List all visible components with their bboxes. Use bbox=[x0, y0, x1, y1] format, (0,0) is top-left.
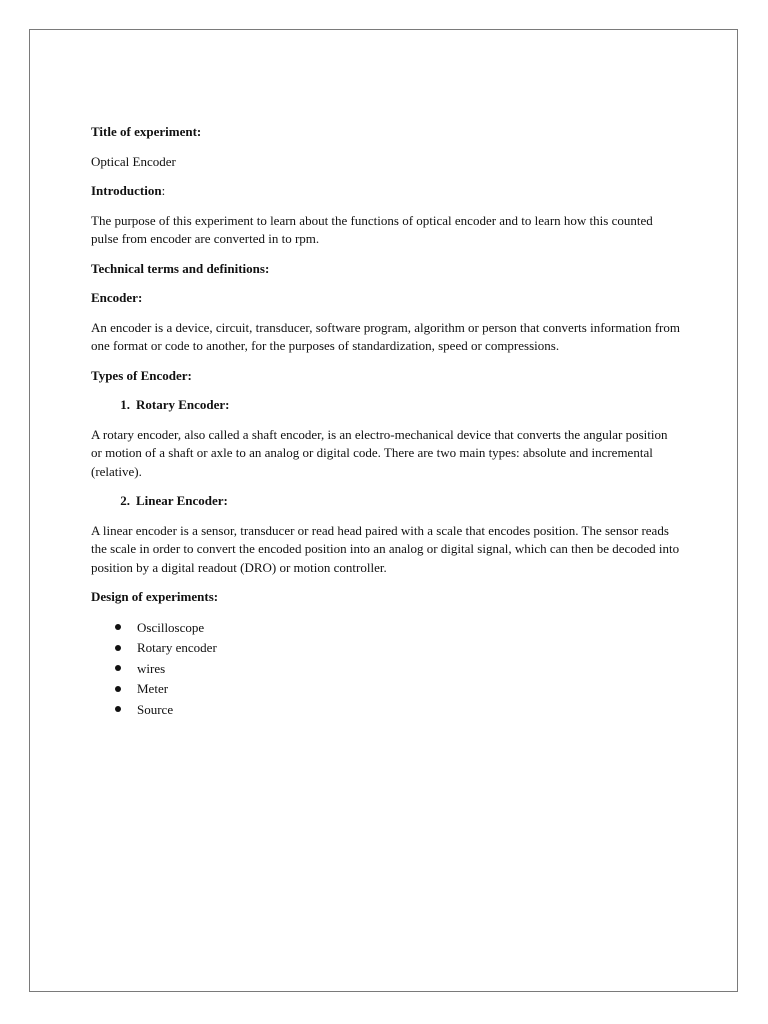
document-body bbox=[91, 123, 681, 720]
introduction-heading: Introduction bbox=[91, 183, 162, 198]
type-item-rotary bbox=[91, 396, 681, 415]
list-item bbox=[91, 618, 681, 639]
introduction-heading-line bbox=[91, 182, 681, 201]
bullet-icon bbox=[115, 624, 121, 630]
document-page bbox=[29, 29, 738, 992]
type-number: 1. bbox=[120, 397, 130, 412]
linear-encoder-text: A linear encoder is a sensor, transducer or read head paired with a scale that encodes position. The sensor reads the scale in order to convert the encoded position into an analog or digital signal, which can then be decoded into position by a digital readout (DRO) or motion controller. bbox=[91, 522, 680, 575]
list-item bbox=[91, 638, 681, 659]
type-item-linear bbox=[91, 492, 681, 511]
list-item-label: Meter bbox=[137, 681, 169, 696]
introduction-text: The purpose of this experiment to learn about the functions of optical encoder and to learn how this counted pulse from encoder are converted in to rpm. bbox=[91, 212, 653, 246]
bullet-icon bbox=[115, 665, 121, 671]
rotary-encoder-text: A rotary encoder, also called a shaft encoder, is an electro-mechanical device that converts the angular position or motion of a shaft or axle to an analog or digital code. There are two main types: absolute and incremental (relative). bbox=[91, 426, 668, 479]
bullet-icon bbox=[115, 645, 121, 651]
encoder-heading: Encoder: bbox=[91, 290, 143, 305]
encoder-definition: An encoder is a device, circuit, transducer, software program, algorithm or person that converts information from one format or code to another, for the purposes of standardization, speed or compressions. bbox=[91, 319, 680, 353]
bullet-icon bbox=[115, 686, 121, 692]
type-name: Rotary Encoder: bbox=[136, 397, 230, 412]
type-number: 2. bbox=[120, 493, 130, 508]
title-heading: Title of experiment: bbox=[91, 124, 202, 139]
type-name: Linear Encoder: bbox=[136, 493, 228, 508]
types-heading: Types of Encoder: bbox=[91, 367, 192, 383]
title-value: Optical Encoder bbox=[91, 153, 176, 169]
list-item bbox=[91, 679, 681, 700]
list-item bbox=[91, 659, 681, 680]
list-item-label: Rotary encoder bbox=[137, 640, 217, 655]
design-heading: Design of experiments: bbox=[91, 589, 219, 604]
bullet-icon bbox=[115, 706, 121, 712]
list-item-label: Oscilloscope bbox=[137, 619, 205, 635]
list-item-label: wires bbox=[137, 660, 166, 676]
list-item-label: Source bbox=[137, 701, 174, 717]
terms-heading: Technical terms and definitions: bbox=[91, 260, 270, 276]
equipment-list bbox=[91, 618, 681, 721]
introduction-colon: : bbox=[161, 183, 166, 198]
list-item bbox=[91, 700, 681, 721]
